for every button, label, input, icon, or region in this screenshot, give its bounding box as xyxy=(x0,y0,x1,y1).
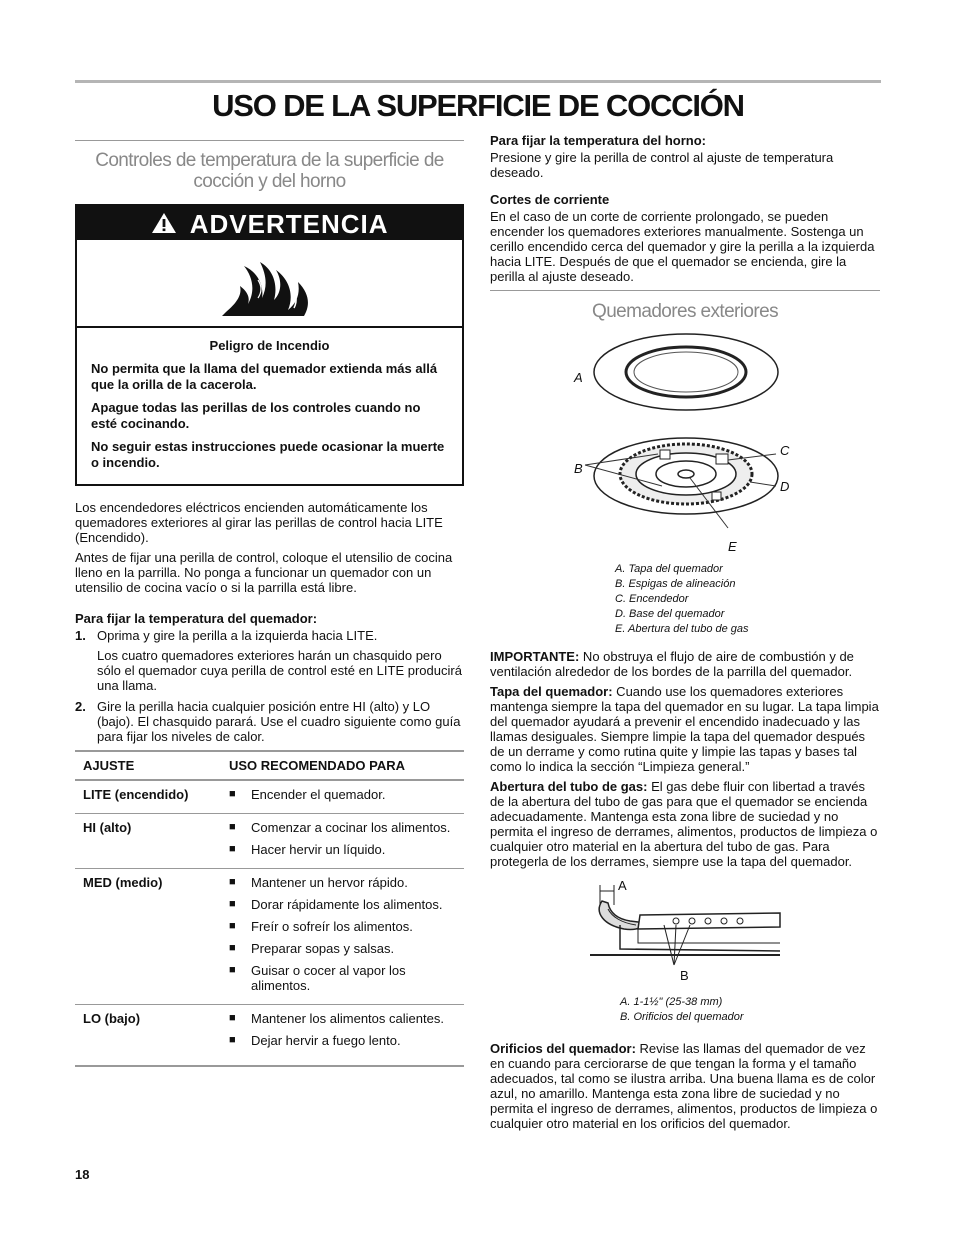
bullet-square-icon: ■ xyxy=(229,843,236,855)
ports-label: Orificios del quemador: xyxy=(490,1041,636,1056)
power-text: En el caso de un corte de corriente prolongado, se pueden encender los quemadores exteriores manualmente. Sostenga un cerillo encendido cerca del quemador y gire la perilla a la izquierda hacia LITE. Después de que el quemador se encienda, gire la perilla al ajuste deseado. xyxy=(490,209,875,284)
table-cell-uses xyxy=(221,780,464,814)
caption: D. Base del quemador xyxy=(615,608,725,620)
ports-text: Revise las llamas del quemador de vez en cuando para cerciorarse de que tengan la forma y el tamaño adecuados, tal como se ilustra arriba. Una buena llama es de color azul, no amarillo. Mantenga esta zona libre de suciedad y no permita el ingreso de derrames, alimentos, productos de limpieza o cualquier otro material en los orificios del quemador. xyxy=(490,1041,878,1131)
important-paragraph xyxy=(490,649,880,679)
use-item xyxy=(229,941,456,956)
step-1 xyxy=(75,628,464,643)
fire-hazard-icon xyxy=(77,240,462,328)
use-text: Encender el quemador. xyxy=(251,787,386,802)
cap-text: Cuando use los quemadores exteriores mantenga siempre la tapa del quemador en su lugar. La tapa limpia del quemador ayudará a prevenir el encendido inadecuado y las llamas desiguales. Siempre limpie la tapa del quemador después de un derrame y como rutina quite y limpie las tapas y bases tal como lo indica la sección “Limpieza general.” xyxy=(490,684,879,774)
use-text: Dorar rápidamente los alimentos. xyxy=(251,897,443,912)
important-label: IMPORTANTE: xyxy=(490,649,580,664)
table-row xyxy=(75,780,464,814)
use-text: Preparar sopas y salsas. xyxy=(251,941,395,956)
table-cell-uses xyxy=(221,869,464,1005)
table-body xyxy=(75,780,464,1066)
cap-paragraph xyxy=(490,684,880,774)
table-cell-setting: LITE (encendido) xyxy=(75,780,221,814)
warning-body xyxy=(77,328,462,484)
caption: A. 1-1½" (25-38 mm) xyxy=(620,996,723,1008)
use-item xyxy=(229,820,456,835)
bullet-square-icon: ■ xyxy=(229,876,236,888)
step-1-continued: Los cuatro quemadores exteriores harán un chasquido pero sólo el quemador cuya perilla de control esté en LITE producirá una llama. xyxy=(97,648,462,693)
use-text: Mantener un hervor rápido. xyxy=(251,875,408,890)
tube-label: Abertura del tubo de gas: xyxy=(490,779,648,794)
tube-paragraph xyxy=(490,779,880,869)
oven-text: Presione y gire la perilla de control al ajuste de temperatura deseado. xyxy=(490,150,834,180)
step-text: Gire la perilla hacia cualquier posición entre HI (alto) y LO (bajo). El chasquido parará. Use el cuadro siguiente como guía para fijar los niveles de calor. xyxy=(97,699,461,744)
use-text: Comenzar a cocinar los alimentos. xyxy=(251,820,451,835)
caption: C. Encendedor xyxy=(615,593,689,605)
use-item xyxy=(229,842,456,857)
top-rule xyxy=(75,80,881,83)
fig1-captions xyxy=(615,562,880,637)
use-text: Hacer hervir un líquido. xyxy=(251,842,386,857)
step-number: 2. xyxy=(75,699,86,714)
use-item xyxy=(229,919,456,934)
table-row xyxy=(75,1005,464,1067)
bullet-square-icon: ■ xyxy=(229,1034,236,1046)
bullet-square-icon: ■ xyxy=(229,942,236,954)
ports-paragraph xyxy=(490,1041,880,1131)
cap-label: Tapa del quemador: xyxy=(490,684,613,699)
use-item xyxy=(229,787,456,802)
bullet-square-icon: ■ xyxy=(229,920,236,932)
caption: B. Espigas de alineación xyxy=(615,578,736,590)
paragraph: Los encendedores eléctricos encienden automáticamente los quemadores exteriores al girar las perillas de control hacia LITE (Encendido). xyxy=(75,500,443,545)
fig1-label-a: A xyxy=(574,370,583,385)
page-title: USO DE LA SUPERFICIE DE COCCIÓN xyxy=(212,88,744,123)
fig1-label-d: D xyxy=(780,479,790,494)
use-text: Guisar o cocer al vapor los alimentos. xyxy=(251,963,406,993)
use-text: Freír o sofreír los alimentos. xyxy=(251,919,413,934)
caption: E. Abertura del tubo de gas xyxy=(615,623,749,635)
use-item xyxy=(229,1033,456,1048)
table-row xyxy=(75,869,464,1005)
left-column xyxy=(75,140,464,1067)
use-item xyxy=(229,897,456,912)
use-item xyxy=(229,963,456,993)
section-title: Quemadores exteriores xyxy=(592,301,778,322)
warning-line: No seguir estas instrucciones puede ocasionar la muerte o incendio. xyxy=(91,439,445,470)
fig1-label-e: E xyxy=(728,539,737,554)
burner-heading: Para fijar la temperatura del quemador: xyxy=(75,611,318,626)
section-rule xyxy=(75,140,464,141)
table-header-use: USO RECOMENDADO PARA xyxy=(221,751,464,780)
heat-settings-table xyxy=(75,750,464,1067)
right-column xyxy=(490,133,880,1136)
fig2-label-a: A xyxy=(618,878,627,893)
caption: A. Tapa del quemador xyxy=(615,563,723,575)
oven-heading: Para fijar la temperatura del horno: xyxy=(490,133,707,148)
table-cell-setting: MED (medio) xyxy=(75,869,221,1005)
warning-header xyxy=(77,206,462,240)
tube-text: El gas debe fluir con libertad a través de la abertura del tubo de gas para que el quemador se encienda adecuadamente. Mantenga esta zona libre de suciedad y no permita el ingreso de derrames, alimentos, productos de limpieza o cualquier otro material en la abertura del tubo de gas. Para protegerla de los derrames, siempre use la tapa del quemador. xyxy=(490,779,878,869)
fig2-label-b: B xyxy=(680,968,689,983)
table-cell-setting: HI (alto) xyxy=(75,814,221,869)
step-text: Oprima y gire la perilla a la izquierda hacia LITE. xyxy=(97,628,378,643)
warning-triangle-icon xyxy=(150,209,189,239)
warning-box xyxy=(75,204,464,486)
page-number: 18 xyxy=(75,1167,90,1182)
flame-diagram xyxy=(590,879,890,997)
fig1-label-c: C xyxy=(780,443,790,458)
warning-label: ADVERTENCIA xyxy=(189,209,389,239)
fig2-captions xyxy=(620,995,880,1025)
section-title: Controles de temperatura de la superficie de cocción y del horno xyxy=(95,150,444,192)
paragraph: Antes de fijar una perilla de control, coloque el utensilio de cocina lleno en la parrilla. No ponga a funcionar un quemador con un utensilio de cocina vacío o si la parrilla está libre. xyxy=(75,550,453,595)
important-text: No obstruya el flujo de aire de combustión y de ventilación alrededor de los bordes de la parrilla del quemador. xyxy=(490,649,854,679)
caption: B. Orificios del quemador xyxy=(620,1011,744,1023)
burner-diagram xyxy=(490,328,880,560)
use-item xyxy=(229,875,456,890)
bullet-square-icon: ■ xyxy=(229,898,236,910)
table-cell-uses xyxy=(221,1005,464,1067)
table-cell-setting: LO (bajo) xyxy=(75,1005,221,1067)
table-header-setting: AJUSTE xyxy=(75,751,221,780)
step-2 xyxy=(75,699,464,744)
flame-figure xyxy=(490,879,880,997)
power-heading: Cortes de corriente xyxy=(490,192,610,207)
burner-figure xyxy=(490,328,880,560)
use-item xyxy=(229,1011,456,1026)
use-text: Dejar hervir a fuego lento. xyxy=(251,1033,401,1048)
table-cell-uses xyxy=(221,814,464,869)
warning-line: No permita que la llama del quemador extienda más allá que la orilla de la cacerola. xyxy=(91,361,438,392)
section-rule xyxy=(490,290,880,291)
step-number: 1. xyxy=(75,628,86,643)
bullet-square-icon: ■ xyxy=(229,1012,236,1024)
bullet-square-icon: ■ xyxy=(229,964,236,976)
table-header-row xyxy=(75,751,464,780)
warning-title: Peligro de Incendio xyxy=(209,338,330,353)
table-row xyxy=(75,814,464,869)
use-text: Mantener los alimentos calientes. xyxy=(251,1011,444,1026)
warning-line: Apague todas las perillas de los controles cuando no esté cocinando. xyxy=(91,400,421,431)
fig1-label-b: B xyxy=(574,461,583,476)
bullet-square-icon: ■ xyxy=(229,788,236,800)
bullet-square-icon: ■ xyxy=(229,821,236,833)
